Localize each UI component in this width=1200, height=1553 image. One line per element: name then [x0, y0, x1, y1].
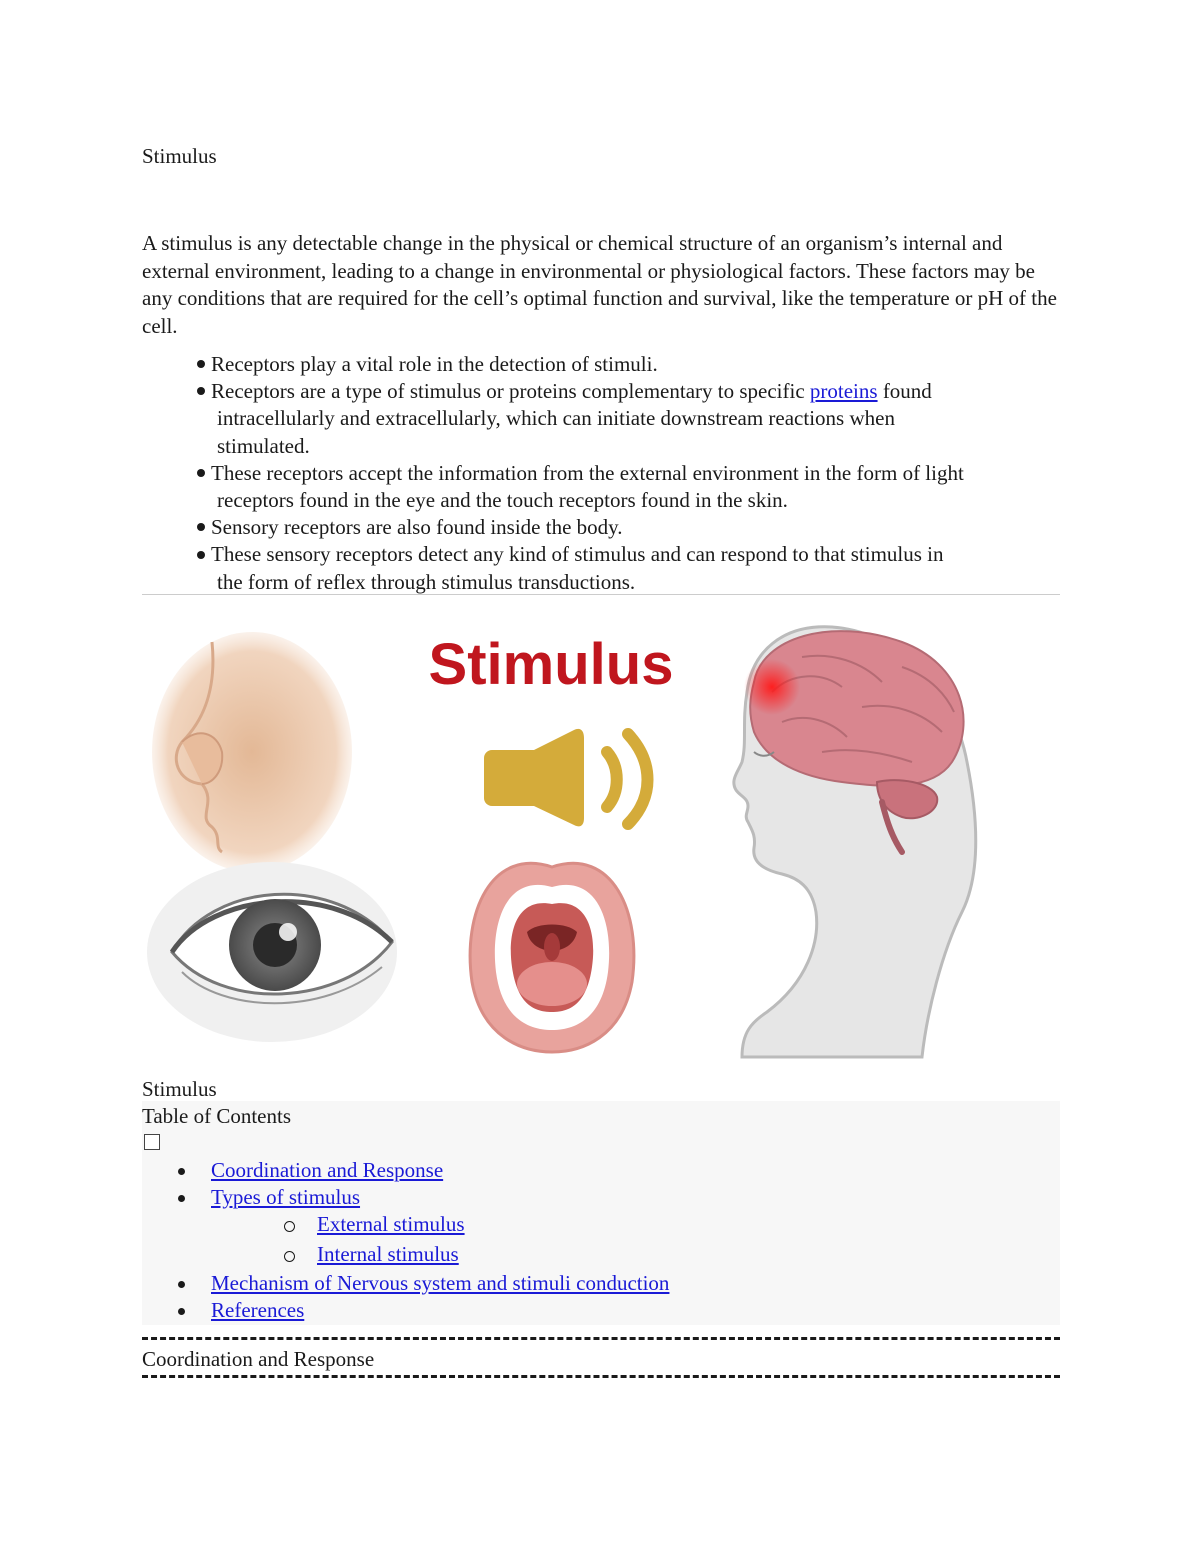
toc-link-coordination[interactable]: Coordination and Response	[211, 1158, 444, 1182]
toc-bullet-icon	[178, 1168, 185, 1175]
bullet-continuation: the form of reflex through stimulus transductions.	[217, 569, 636, 594]
eye-icon	[147, 862, 397, 1042]
toc-bullet-icon	[178, 1308, 185, 1315]
toc-subbullet-icon	[284, 1251, 295, 1262]
divider	[142, 594, 1060, 595]
receptor-bullet-list	[197, 351, 1057, 596]
list-item	[197, 378, 1057, 460]
list-item	[197, 541, 1057, 595]
bullet-text: Sensory receptors are also found inside the body.	[211, 515, 623, 540]
figure-heading: Stimulus	[428, 632, 674, 697]
list-item	[197, 460, 1057, 514]
stimulus-illustration	[142, 612, 1060, 1062]
bullet-text: Receptors are a type of stimulus or proteins complementary to specific	[211, 379, 810, 404]
table-of-contents	[142, 1101, 1060, 1325]
toc-bullet-icon	[178, 1281, 185, 1288]
dashed-divider	[142, 1337, 1060, 1340]
bullet-text: found	[877, 379, 932, 404]
toc-bullet-icon	[178, 1195, 185, 1202]
toc-link-mechanism[interactable]: Mechanism of Nervous system and stimuli conduction	[211, 1271, 670, 1295]
figure-caption: Stimulus	[142, 1077, 217, 1101]
bullet-text: These sensory receptors detect any kind of stimulus and can respond to that stimulus in	[211, 542, 944, 567]
toc-link-references[interactable]: References	[211, 1298, 305, 1322]
toc-title: Table of Contents	[142, 1104, 291, 1128]
toc-link-internal[interactable]: Internal stimulus	[317, 1242, 459, 1266]
head-brain-icon	[734, 627, 976, 1057]
bullet-text: These receptors accept the information from the external environment in the form of light	[211, 460, 964, 485]
bullet-text: Receptors play a vital role in the detection of stimuli.	[211, 352, 658, 376]
bullet-icon	[197, 387, 205, 395]
list-item	[197, 514, 1057, 541]
bullet-icon	[197, 469, 205, 477]
bullet-continuation: receptors found in the eye and the touch receptors found in the skin.	[217, 488, 788, 513]
document-title: Stimulus	[142, 144, 217, 168]
toc-subbullet-icon	[284, 1221, 295, 1232]
nose-icon	[152, 632, 352, 872]
proteins-link[interactable]: proteins	[809, 379, 878, 404]
bullet-continuation: intracellularly and extracellularly, which can initiate downstream reactions when	[217, 406, 895, 431]
dashed-divider	[142, 1375, 1060, 1378]
section-heading: Coordination and Response	[142, 1347, 375, 1371]
list-item	[197, 351, 1057, 378]
toc-link-types[interactable]: Types of stimulus	[211, 1185, 361, 1209]
toc-link-external[interactable]: External stimulus	[317, 1212, 465, 1236]
mouth-icon	[470, 863, 634, 1052]
bullet-icon	[197, 523, 205, 531]
toc-toggle-checkbox[interactable]	[144, 1134, 160, 1150]
intro-paragraph: A stimulus is any detectable change in the physical or chemical structure of an organism’s internal and external environment, leading to a change in environmental or physiological factors. These factors may be any conditions that are required for the cell’s optimal function and survival, like the temperature or pH of the cell.	[142, 231, 1057, 338]
bullet-continuation: stimulated.	[217, 433, 310, 458]
bullet-icon	[197, 551, 205, 559]
speaker-icon	[484, 729, 648, 826]
bullet-icon	[197, 360, 205, 368]
